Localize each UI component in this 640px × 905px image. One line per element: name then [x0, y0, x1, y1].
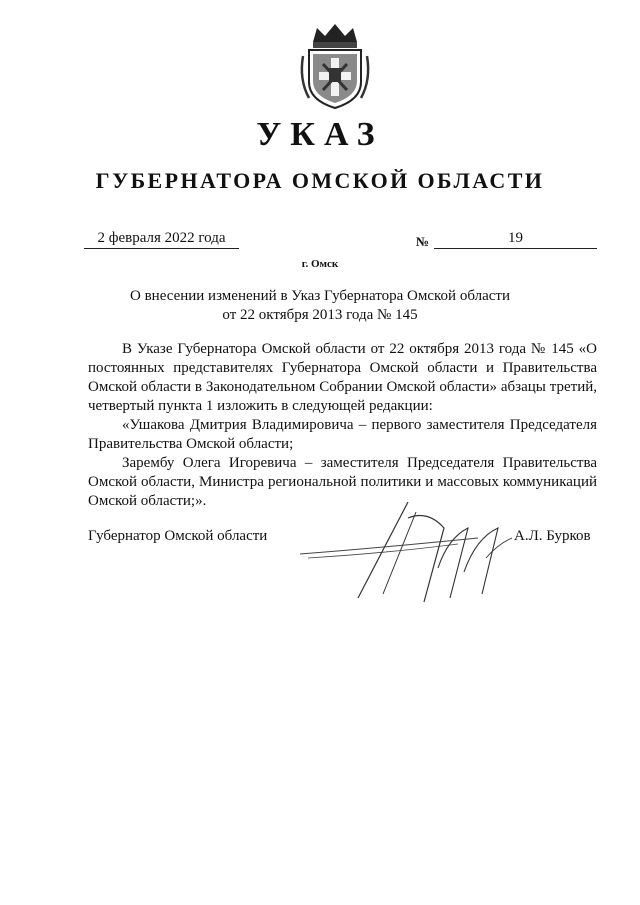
city: г. Омск [301, 258, 339, 270]
issuer-title: ГУБЕРНАТОРА ОМСКОЙ ОБЛАСТИ [95, 168, 545, 193]
number-label: № [416, 234, 430, 249]
document-type-title: УКАЗ [256, 116, 384, 153]
document-number: 19 [434, 230, 597, 249]
document-subject [120, 287, 520, 325]
document-date: 2 февраля 2022 года [84, 230, 239, 249]
body-paragraph: «Ушакова Дмитрия Владимировича – первого заместителя Председателя Правительства Омской области; [88, 417, 597, 452]
document-body [88, 340, 597, 511]
signer-name: А.Л. Бурков [514, 528, 591, 544]
body-paragraph: В Указе Губернатора Омской области от 22 октября 2013 года № 145 «О постоянных представителях Губернатора Омской области и Правительства Омской области в Законодательном Собрании Омской области» абзацы третий, четвертый пункта 1 изложить в следующей редакции: [88, 341, 597, 414]
subject-line-1: О внесении изменений в Указ Губернатора Омской области [130, 288, 510, 304]
subject-line-2: от 22 октября 2013 года № 145 [222, 307, 418, 323]
coat-of-arms-icon [295, 20, 375, 110]
body-paragraph: Зарембу Олега Игоревича – заместителя Председателя Правительства Омской области, Министра региональной политики и массовых коммуникаций Омской области;». [88, 455, 597, 509]
signature-icon [298, 498, 598, 608]
signer-position: Губернатор Омской области [88, 528, 268, 544]
